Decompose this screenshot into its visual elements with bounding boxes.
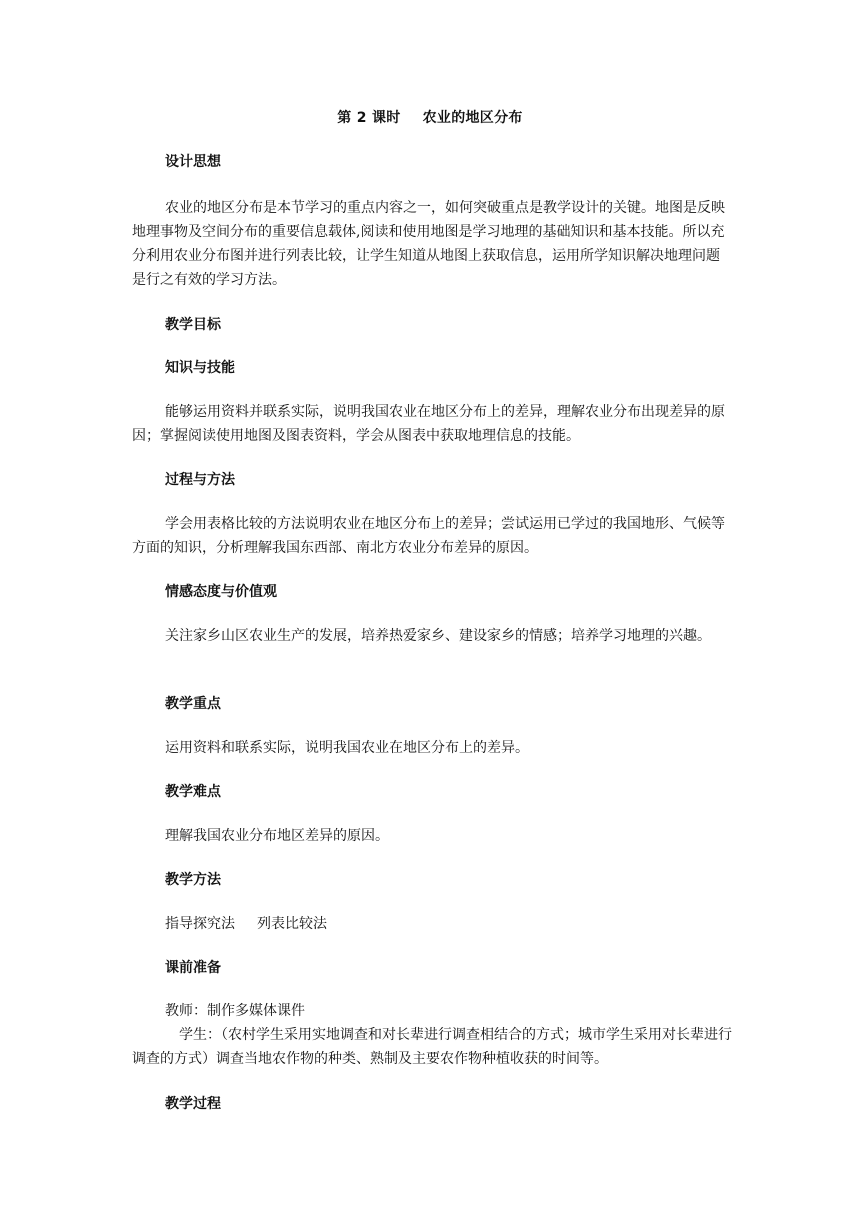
process-paragraph: 学会用表格比较的方法说明农业在地区分布上的差异；尝试运用已学过的我国地形、气候等方面的知识，分析理解我国东西部、南北方农业分布差异的原因。 [132, 516, 725, 556]
objectives-heading: 教学目标 [165, 317, 221, 333]
teacher-preparation: 教师：制作多媒体课件 [165, 1003, 305, 1019]
attitude-paragraph: 关注家乡山区农业生产的发展，培养热爱家乡、建设家乡的情感；培养学习地理的兴趣。 [165, 628, 711, 644]
method-item: 指导探究法 [165, 916, 235, 932]
process-heading: 过程与方法 [165, 472, 235, 488]
method-item: 列表比较法 [257, 916, 327, 932]
methods-heading: 教学方法 [165, 872, 221, 888]
methods-list [165, 914, 327, 934]
attitude-heading: 情感态度与价值观 [165, 584, 277, 600]
student-preparation: 学生：（农村学生采用实地调查和对长辈进行调查相结合的方式；城市学生采用对长辈进行调查的方式）调查当地农作物的种类、熟制及主要农作物种植收获的时间等。 [132, 1027, 732, 1067]
design-idea-paragraph: 农业的地区分布是本节学习的重点内容之一，如何突破重点是教学设计的关键。地图是反映地理事物及空间分布的重要信息载体,阅读和使用地图是学习地理的基础知识和基本技能。所以充分利用农业分布图并进行列表比较，让学生知道从地图上获取信息，运用所学知识解决地理问题是行之有效的学习方法。 [132, 200, 725, 288]
page-title [0, 108, 860, 128]
knowledge-paragraph: 能够运用资料并联系实际，说明我国农业在地区分布上的差异，理解农业分布出现差异的原因；掌握阅读使用地图及图表资料，学会从图表中获取地理信息的技能。 [132, 404, 725, 444]
key-point-heading: 教学重点 [165, 696, 221, 712]
knowledge-heading: 知识与技能 [165, 360, 235, 376]
difficulty-heading: 教学难点 [165, 784, 221, 800]
key-point-text: 运用资料和联系实际，说明我国农业在地区分布上的差异。 [165, 740, 529, 756]
design-idea-heading: 设计思想 [165, 154, 221, 170]
preparation-heading: 课前准备 [165, 960, 221, 976]
lesson-topic: 农业的地区分布 [422, 110, 523, 126]
teaching-process-heading: 教学过程 [165, 1096, 221, 1112]
difficulty-text: 理解我国农业分布地区差异的原因。 [165, 828, 389, 844]
lesson-number: 第 2 课时 [337, 110, 401, 126]
